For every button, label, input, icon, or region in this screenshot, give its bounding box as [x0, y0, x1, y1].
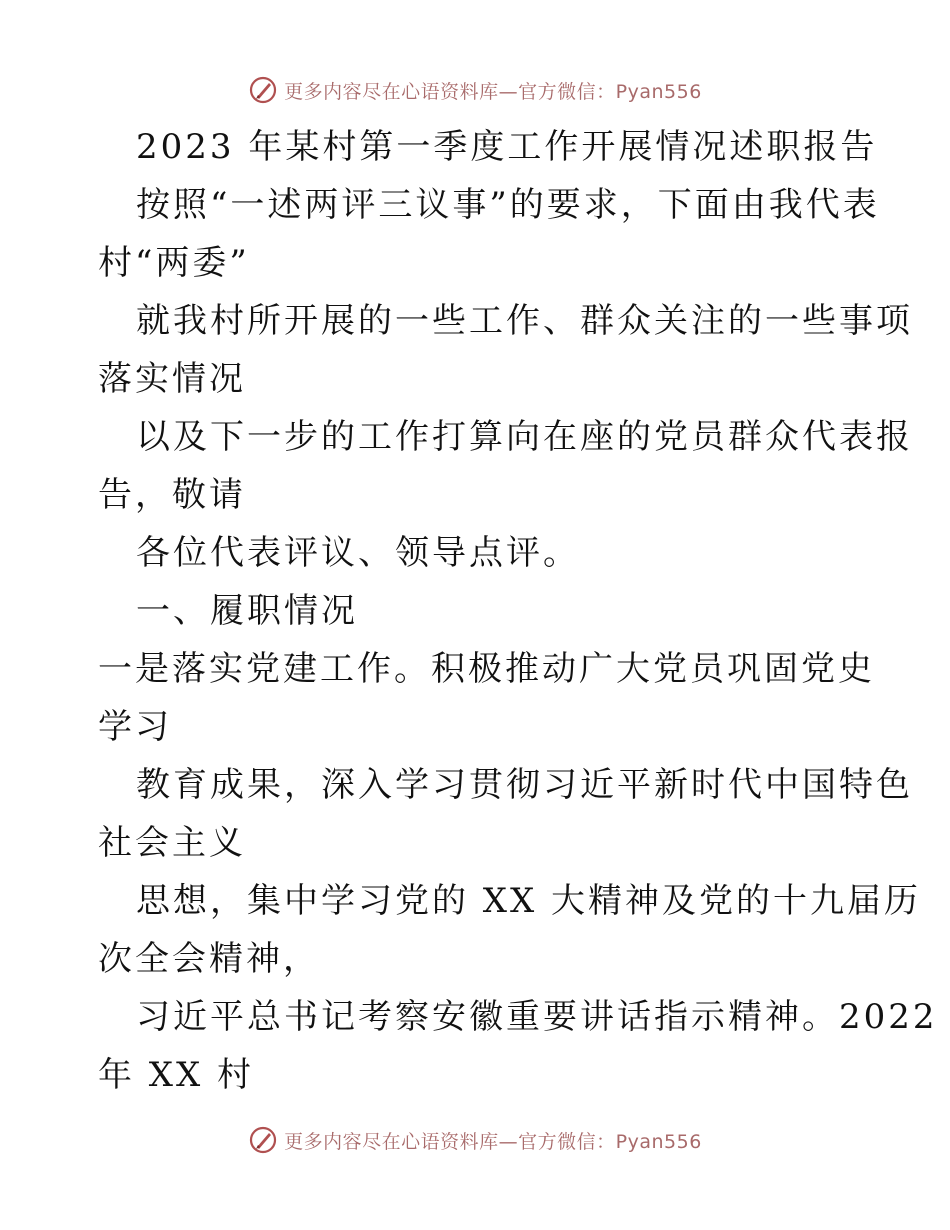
text-line: 告，敬请 [98, 475, 246, 515]
footer-watermark [0, 1122, 950, 1158]
text-line: 各位代表评议、领导点评。 [136, 533, 580, 573]
text-line: 一是落实党建工作。积极推动广大党员巩固党史 [98, 649, 875, 689]
document-body [98, 118, 938, 1104]
text-line: 2023 年某村第一季度工作开展情况述职报告 [136, 127, 878, 167]
footer-watermark-text: 更多内容尽在心语资料库—官方微信：Pyan556 [284, 1130, 702, 1153]
text-line: 教育成果，深入学习贯彻习近平新时代中国特色 [136, 765, 913, 805]
header-watermark [0, 72, 950, 108]
quill-pen-logo-icon [248, 1125, 278, 1155]
text-line: 落实情况 [98, 359, 246, 399]
text-line: 村“两委” [98, 243, 250, 283]
text-line: 一、履职情况 [136, 591, 358, 631]
text-line: 思想，集中学习党的 XX 大精神及党的十九届历 [136, 881, 922, 921]
header-watermark-text: 更多内容尽在心语资料库—官方微信：Pyan556 [284, 80, 702, 103]
text-line: 以及下一步的工作打算向在座的党员群众代表报 [136, 417, 913, 457]
text-line: 年 XX 村 [98, 1055, 255, 1095]
text-line: 就我村所开展的一些工作、群众关注的一些事项 [136, 301, 913, 341]
text-line: 次全会精神， [98, 939, 320, 979]
quill-pen-logo-icon [248, 75, 278, 105]
text-line: 按照“一述两评三议事”的要求，下面由我代表 [136, 185, 880, 225]
text-line: 社会主义 [98, 823, 246, 863]
text-line: 习近平总书记考察安徽重要讲话指示精神。2022 [136, 997, 938, 1037]
text-line: 学习 [98, 707, 172, 747]
